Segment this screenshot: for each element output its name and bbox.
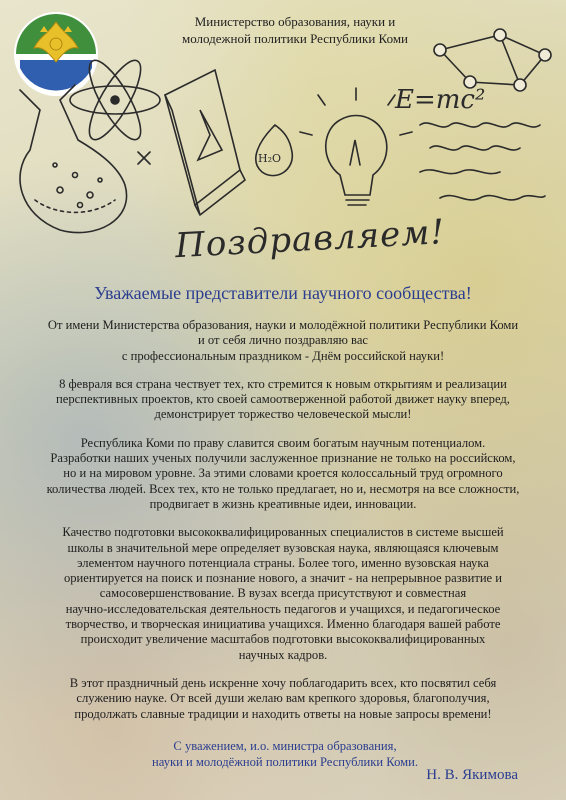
paragraph-1: От имени Министерства образования, науки и молодёжной политики Республики Коми и от себя лично поздравляю вас с профессиональным праздником - Днём российской науки! xyxy=(47,318,519,363)
molecule-icon xyxy=(434,29,551,91)
closing-line-2: науки и молодёжной политики Республики Коми. xyxy=(152,754,418,769)
formula-text: E=mc² xyxy=(395,85,486,115)
water-drop-icon xyxy=(256,125,293,176)
ministry-line-2: молодежной политики Республики Коми xyxy=(181,31,408,46)
svg-text:H₂O: H₂O xyxy=(258,152,282,165)
paragraph-2: 8 февраля вся страна чествует тех, кто стремится к новым открытиям и реализации перспективных проектов, кто своей самоотверженной работой движет науку вперед, демонстрирует торжество человеческой мысли! xyxy=(56,376,510,422)
book-icon xyxy=(165,70,245,215)
atom-icon xyxy=(70,54,160,146)
signature-name: Н. В. Якимова xyxy=(426,767,518,783)
greeting-heading: Уважаемые представители научного сообщества! xyxy=(94,283,472,303)
ministry-line-1: Министерство образования, науки и xyxy=(194,14,396,29)
congratulations-heading: Поздравляем! xyxy=(174,212,447,267)
closing-line-1: С уважением, и.о. министра образования, xyxy=(173,739,397,753)
letter-body xyxy=(28,318,538,735)
paragraph-4: Качество подготовки высококвалифицированных специалистов в системе высшей школы в значительной мере определяет вузовская наука, являющаяся ключевым элементом научного потенциала страны. Более того, именно вузовская наука ориентируется на поиск и познание нового, а значит - на непрерывное развитие и самосовершенствование. В вузах всегда присутствуют и совместная научно-исследовательская деятельность педагогов и учащихся, и педагогическое творчество, и творческая инициатива учащихся. Именно благодаря вашей работе происходит увеличение масштабов подготовки высококвалифицированных научных кадров. xyxy=(62,525,504,662)
paragraph-3: Республика Коми по праву славится своим богатым научным потенциалом. Разработки наших ученых получили заслуженное признание не только на российском, но и на мировом уровне. За этими словами кроется колоссальный труд огромного количества людей. Всех тех, кто не только предлагает, но и, несмотря на все сложности, продвигает в жизнь креативные идеи, инновации. xyxy=(46,435,520,511)
paragraph-5: В этот праздничный день искренне хочу поблагодарить всех, кто посвятил себя служению науке. От всей души желаю вам крепкого здоровья, благополучия, продолжать славные традиции и находить ответы на новые запросы времени! xyxy=(69,675,497,721)
closing-block xyxy=(120,739,450,770)
flask-icon xyxy=(20,85,127,233)
